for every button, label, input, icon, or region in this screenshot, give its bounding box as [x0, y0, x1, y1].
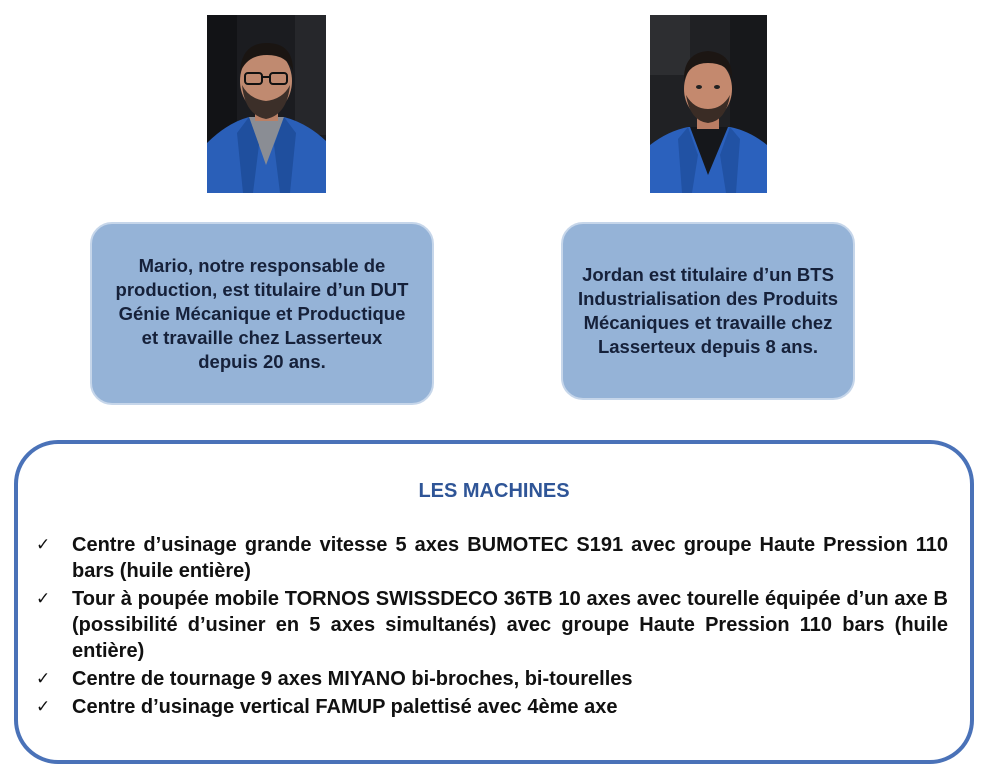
list-item [36, 532, 948, 584]
mario-bio-text: Mario, notre responsable de production, est titulaire d’un DUT Génie Mécanique et Productique et travaille chez Lasserteux depuis 20 ans. [115, 254, 409, 372]
list-item [36, 666, 948, 692]
check-icon: ✓ [36, 669, 51, 688]
machines-panel [14, 440, 974, 764]
jordan-bio-text: Jordan est titulaire d’un BTS Industrialisation des Produits Mécaniques et travaille chez Lasserteux depuis 8 ans. [577, 264, 839, 357]
mario-photo [207, 15, 326, 193]
machine-text: Tour à poupée mobile TORNOS SWISSDECO 36TB 10 axes avec tourelle équipée d’un axe B (possibilité d’usiner en 5 axes simultanés) avec groupe Haute Pression 110 bars (huile entière) [72, 588, 948, 662]
list-item [36, 586, 948, 664]
machine-text: Centre de tournage 9 axes MIYANO bi-broches, bi-tourelles [72, 668, 633, 690]
mario-portrait-image [207, 15, 326, 193]
machine-text: Centre d’usinage grande vitesse 5 axes BUMOTEC S191 avec groupe Haute Pression 110 bars (huile entière) [72, 534, 948, 582]
machines-title: LES MACHINES [418, 480, 570, 502]
check-icon: ✓ [36, 535, 51, 554]
mario-bio-card [90, 222, 434, 405]
jordan-photo [650, 15, 767, 193]
check-icon: ✓ [36, 697, 51, 716]
machine-list [36, 532, 948, 722]
machine-text: Centre d’usinage vertical FAMUP palettisé avec 4ème axe [72, 696, 618, 718]
list-item [36, 694, 948, 720]
check-icon: ✓ [36, 589, 51, 608]
jordan-portrait-image [650, 15, 767, 193]
jordan-bio-card [561, 222, 855, 400]
